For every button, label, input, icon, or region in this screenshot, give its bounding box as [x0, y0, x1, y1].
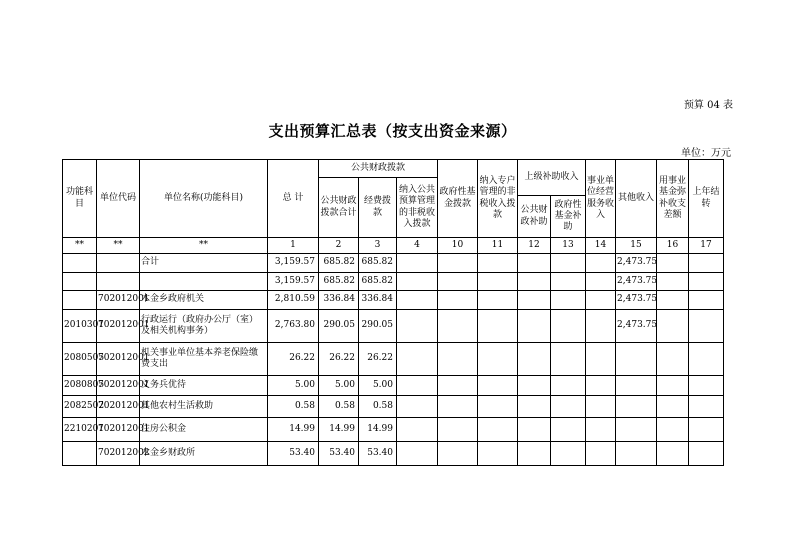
carryover-cell — [689, 254, 724, 273]
index-cell: 16 — [657, 238, 689, 254]
other-cell — [616, 442, 657, 466]
special-mgmt-cell — [478, 376, 518, 396]
table-row — [63, 343, 724, 376]
ss-fund-cell — [551, 310, 586, 343]
unit-name-cell: 木金乡政府机关 — [140, 291, 268, 310]
unit-code-cell: 702012001 — [97, 343, 140, 376]
index-cell: ** — [97, 238, 140, 254]
unit-code-cell — [97, 273, 140, 291]
header-public-finance: 公共财政拨款 — [319, 160, 438, 178]
ss-fund-cell — [551, 418, 586, 442]
index-cell: 13 — [551, 238, 586, 254]
operation-cell — [586, 273, 616, 291]
header-operation: 事业单位经营服务收入 — [586, 160, 616, 238]
func-code-cell — [63, 273, 97, 291]
operation-cell — [586, 442, 616, 466]
index-cell: ** — [140, 238, 268, 254]
func-code-cell: 2080805 — [63, 376, 97, 396]
index-cell: 2 — [319, 238, 359, 254]
pf-subtotal-cell: 26.22 — [319, 343, 359, 376]
operating-cell: 53.40 — [359, 442, 397, 466]
unit-name-cell: 义务兵优待 — [140, 376, 268, 396]
unit-code-cell: 702012001 — [97, 418, 140, 442]
operating-cell: 14.99 — [359, 418, 397, 442]
unit-label: 单位：万元 — [681, 148, 731, 159]
other-cell — [616, 343, 657, 376]
gov-fund-cell — [438, 376, 478, 396]
other-cell — [616, 418, 657, 442]
header-total: 总 计 — [268, 160, 319, 238]
index-cell: 15 — [616, 238, 657, 254]
carryover-cell — [689, 291, 724, 310]
non-tax-cell — [397, 254, 438, 273]
reserve-cell — [657, 376, 689, 396]
other-cell — [616, 376, 657, 396]
total-cell: 0.58 — [268, 396, 319, 418]
other-cell: 2,473.75 — [616, 310, 657, 343]
index-cell: ** — [63, 238, 97, 254]
operation-cell — [586, 310, 616, 343]
reserve-cell — [657, 310, 689, 343]
reserve-cell — [657, 418, 689, 442]
pf-subtotal-cell: 5.00 — [319, 376, 359, 396]
special-mgmt-cell — [478, 291, 518, 310]
total-cell: 2,763.80 — [268, 310, 319, 343]
header-ss-public: 公共财政补助 — [518, 196, 551, 238]
ss-fund-cell — [551, 343, 586, 376]
table-row — [63, 376, 724, 396]
page-title: 支出预算汇总表（按支出资金来源） — [268, 122, 517, 140]
table-row — [63, 442, 724, 466]
table-row — [63, 310, 724, 343]
index-cell: 12 — [518, 238, 551, 254]
carryover-cell — [689, 442, 724, 466]
carryover-cell — [689, 418, 724, 442]
unit-code-cell: 702012001 — [97, 376, 140, 396]
non-tax-cell — [397, 343, 438, 376]
ss-public-cell — [518, 310, 551, 343]
func-code-cell: 2210201 — [63, 418, 97, 442]
special-mgmt-cell — [478, 310, 518, 343]
header-superior-subsidy: 上级补助收入 — [518, 160, 586, 196]
operation-cell — [586, 254, 616, 273]
gov-fund-cell — [438, 343, 478, 376]
header-other: 其他收入 — [616, 160, 657, 238]
gov-fund-cell — [438, 442, 478, 466]
header-reserve: 用事业基金弥补收支差额 — [657, 160, 689, 238]
index-cell: 4 — [397, 238, 438, 254]
index-cell: 17 — [689, 238, 724, 254]
gov-fund-cell — [438, 273, 478, 291]
special-mgmt-cell — [478, 254, 518, 273]
table-row — [63, 418, 724, 442]
unit-name-cell — [140, 273, 268, 291]
non-tax-cell — [397, 273, 438, 291]
operation-cell — [586, 343, 616, 376]
unit-name-cell: 木金乡财政所 — [140, 442, 268, 466]
index-cell: 1 — [268, 238, 319, 254]
gov-fund-cell — [438, 310, 478, 343]
reserve-cell — [657, 273, 689, 291]
ss-public-cell — [518, 291, 551, 310]
non-tax-cell — [397, 310, 438, 343]
index-cell: 14 — [586, 238, 616, 254]
header-func-code: 功能科目 — [63, 160, 97, 238]
pf-subtotal-cell: 14.99 — [319, 418, 359, 442]
non-tax-cell — [397, 376, 438, 396]
unit-code-cell: 702012001 — [97, 291, 140, 310]
ss-fund-cell — [551, 442, 586, 466]
header-carryover: 上年结转 — [689, 160, 724, 238]
pf-subtotal-cell: 685.82 — [319, 273, 359, 291]
pf-subtotal-cell: 53.40 — [319, 442, 359, 466]
gov-fund-cell — [438, 418, 478, 442]
carryover-cell — [689, 376, 724, 396]
operation-cell — [586, 418, 616, 442]
gov-fund-cell — [438, 396, 478, 418]
header-pf-subtotal: 公共财政拨款合计 — [319, 178, 359, 238]
pf-subtotal-cell: 685.82 — [319, 254, 359, 273]
operating-cell: 685.82 — [359, 254, 397, 273]
reserve-cell — [657, 343, 689, 376]
func-code-cell: 2010301 — [63, 310, 97, 343]
carryover-cell — [689, 343, 724, 376]
total-cell: 3,159.57 — [268, 273, 319, 291]
form-number: 预算 04 表 — [683, 100, 733, 111]
ss-public-cell — [518, 343, 551, 376]
non-tax-cell — [397, 418, 438, 442]
index-cell: 10 — [438, 238, 478, 254]
table-row — [63, 273, 724, 291]
unit-code-cell — [97, 254, 140, 273]
header-operating: 经费拨款 — [359, 178, 397, 238]
carryover-cell — [689, 273, 724, 291]
other-cell — [616, 396, 657, 418]
total-cell: 2,810.59 — [268, 291, 319, 310]
ss-public-cell — [518, 376, 551, 396]
gov-fund-cell — [438, 291, 478, 310]
ss-fund-cell — [551, 291, 586, 310]
total-cell: 26.22 — [268, 343, 319, 376]
table-row — [63, 291, 724, 310]
operation-cell — [586, 376, 616, 396]
carryover-cell — [689, 310, 724, 343]
header-special-mgmt: 纳入专户管理的非税收入拨款 — [478, 160, 518, 238]
reserve-cell — [657, 254, 689, 273]
reserve-cell — [657, 442, 689, 466]
ss-public-cell — [518, 396, 551, 418]
special-mgmt-cell — [478, 442, 518, 466]
operating-cell: 336.84 — [359, 291, 397, 310]
non-tax-cell — [397, 442, 438, 466]
header-non-tax: 纳入公共预算管理的非税收入拨款 — [397, 178, 438, 238]
non-tax-cell — [397, 291, 438, 310]
other-cell: 2,473.75 — [616, 254, 657, 273]
unit-name-cell: 行政运行（政府办公厅（室）及相关机构事务） — [140, 310, 268, 343]
index-cell: 11 — [478, 238, 518, 254]
total-cell: 3,159.57 — [268, 254, 319, 273]
reserve-cell — [657, 291, 689, 310]
pf-subtotal-cell: 336.84 — [319, 291, 359, 310]
table-row — [63, 396, 724, 418]
gov-fund-cell — [438, 254, 478, 273]
ss-fund-cell — [551, 254, 586, 273]
func-code-cell — [63, 442, 97, 466]
operating-cell: 685.82 — [359, 273, 397, 291]
special-mgmt-cell — [478, 396, 518, 418]
index-row — [63, 238, 724, 254]
ss-public-cell — [518, 442, 551, 466]
non-tax-cell — [397, 396, 438, 418]
total-cell: 53.40 — [268, 442, 319, 466]
ss-fund-cell — [551, 273, 586, 291]
index-cell: 3 — [359, 238, 397, 254]
pf-subtotal-cell: 290.05 — [319, 310, 359, 343]
unit-name-cell: 住房公积金 — [140, 418, 268, 442]
special-mgmt-cell — [478, 418, 518, 442]
budget-table — [62, 159, 724, 466]
operating-cell: 5.00 — [359, 376, 397, 396]
func-code-cell: 2080505 — [63, 343, 97, 376]
operation-cell — [586, 396, 616, 418]
func-code-cell — [63, 254, 97, 273]
table-row — [63, 254, 724, 273]
ss-public-cell — [518, 273, 551, 291]
header-unit-code: 单位代码 — [97, 160, 140, 238]
unit-code-cell: 702012002 — [97, 442, 140, 466]
total-cell: 14.99 — [268, 418, 319, 442]
unit-name-cell: 合计 — [140, 254, 268, 273]
other-cell: 2,473.75 — [616, 273, 657, 291]
operating-cell: 0.58 — [359, 396, 397, 418]
unit-code-cell: 702012001 — [97, 310, 140, 343]
carryover-cell — [689, 396, 724, 418]
operating-cell: 290.05 — [359, 310, 397, 343]
unit-name-cell: 其他农村生活救助 — [140, 396, 268, 418]
operating-cell: 26.22 — [359, 343, 397, 376]
header-gov-fund: 政府性基金拨款 — [438, 160, 478, 238]
unit-name-cell: 机关事业单位基本养老保险缴费支出 — [140, 343, 268, 376]
reserve-cell — [657, 396, 689, 418]
ss-fund-cell — [551, 396, 586, 418]
ss-public-cell — [518, 254, 551, 273]
special-mgmt-cell — [478, 273, 518, 291]
ss-public-cell — [518, 418, 551, 442]
header-unit-name: 单位名称(功能科目) — [140, 160, 268, 238]
unit-code-cell: 702012001 — [97, 396, 140, 418]
ss-fund-cell — [551, 376, 586, 396]
pf-subtotal-cell: 0.58 — [319, 396, 359, 418]
func-code-cell: 2082502 — [63, 396, 97, 418]
total-cell: 5.00 — [268, 376, 319, 396]
operation-cell — [586, 291, 616, 310]
other-cell: 2,473.75 — [616, 291, 657, 310]
header-ss-fund: 政府性基金补助 — [551, 196, 586, 238]
func-code-cell — [63, 291, 97, 310]
special-mgmt-cell — [478, 343, 518, 376]
